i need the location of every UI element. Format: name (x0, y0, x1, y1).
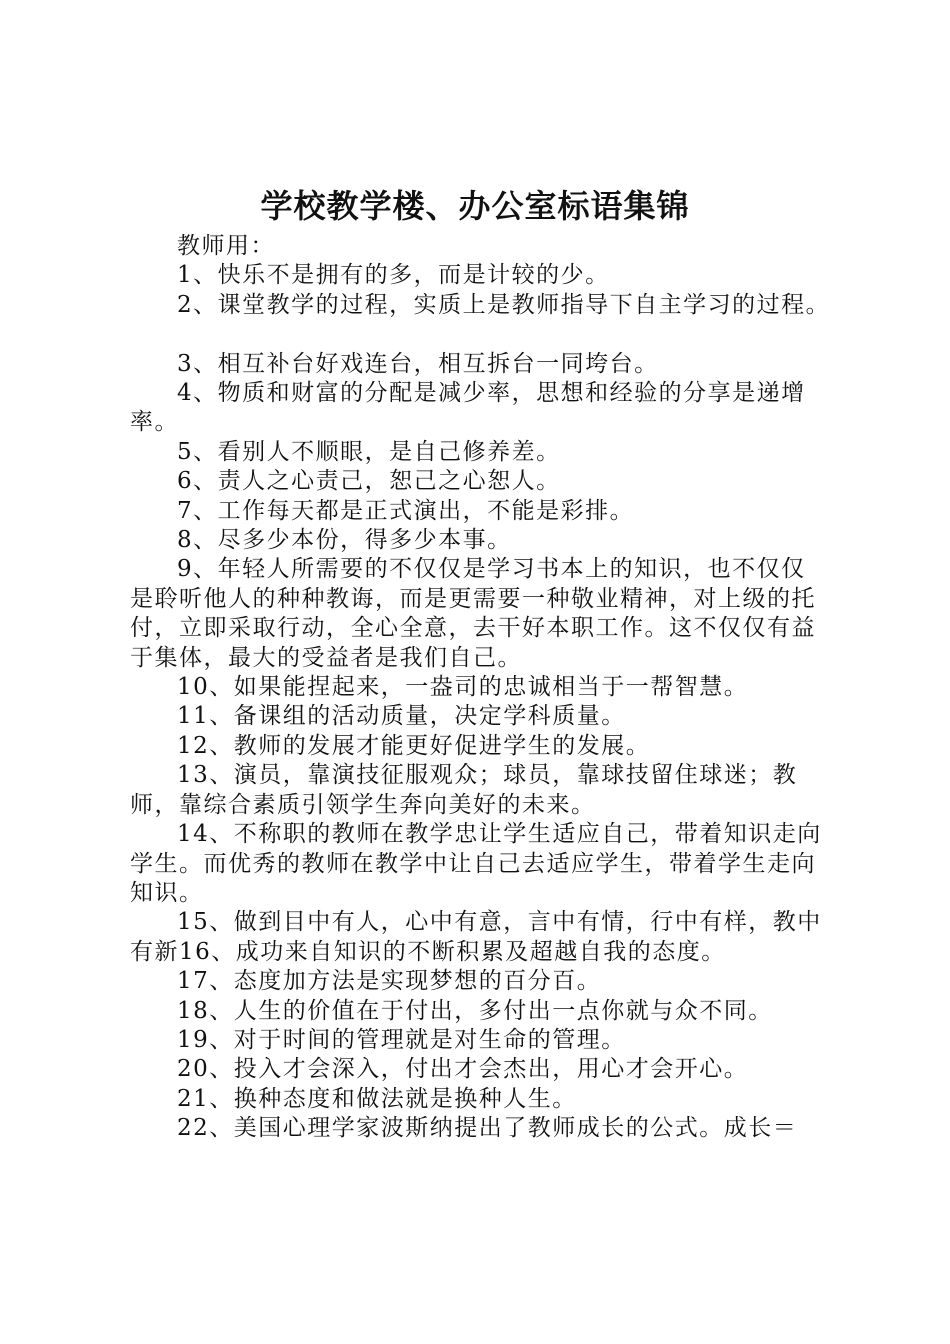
page-title: 学校教学楼、办公室标语集锦 (260, 187, 690, 225)
list-item: 4、物质和财富的分配是减少率，思想和经验的分享是递增率。 (130, 380, 806, 436)
list-item: 2、课堂教学的过程，实质上是教师指导下自主学习的过程。 (177, 291, 831, 318)
list-item: 11、备课组的活动质量，决定学科质量。 (177, 703, 626, 730)
list-item: 15、做到目中有人，心中有意，言中有情，行中有样，教中有新16、成功来自知识的不断积累及超越自我的态度。 (130, 909, 822, 965)
blank-line (130, 320, 830, 349)
list-item: 21、换种态度和做法就是换种人生。 (177, 1085, 577, 1112)
section-heading: 教师用： (177, 233, 275, 259)
list-item: 1、快乐不是拥有的多，而是计较的少。 (177, 262, 610, 289)
list-item: 20、投入才会深入，付出才会杰出，用心才会开心。 (177, 1056, 749, 1083)
list-item: 9、年轻人所需要的不仅仅是学习书本上的知识，也不仅仅是聆听他人的种种教诲，而是更需要一种敬业精神，对上级的托付，立即采取行动，全心全意，去干好本职工作。这不仅仅有益于集体，最大的受益者是我们自己。 (130, 556, 816, 671)
list-item: 14、不称职的教师在教学忠让学生适应自己，带着知识走向学生。而优秀的教师在教学中让自己去适应学生，带着学生走向知识。 (130, 821, 822, 906)
list-item: 19、对于时间的管理就是对生命的管理。 (177, 1026, 626, 1053)
list-item: 6、责人之心责己，恕己之心恕人。 (177, 468, 561, 495)
list-item: 10、如果能捏起来，一盎司的忠诚相当于一帮智慧。 (177, 674, 749, 701)
list-item: 8、尽多少本份，得多少本事。 (177, 527, 512, 554)
list-item: 22、美国心理学家波斯纳提出了教师成长的公式。成长＝ (177, 1115, 798, 1142)
document-body (130, 232, 830, 1144)
list-item: 12、教师的发展才能更好促进学生的发展。 (177, 732, 651, 759)
list-item: 17、态度加方法是实现梦想的百分百。 (177, 968, 602, 995)
list-item: 5、看别人不顺眼，是自己修养差。 (177, 438, 561, 465)
list-item: 3、相互补台好戏连台，相互拆台一同垮台。 (177, 350, 659, 377)
list-item: 7、工作每天都是正式演出，不能是彩排。 (177, 497, 635, 524)
list-item: 18、人生的价值在于付出，多付出一点你就与众不同。 (177, 997, 773, 1024)
list-item: 13、演员，靠演技征服观众；球员，靠球技留住球迷；教师，靠综合素质引领学生奔向美好的未来。 (130, 762, 798, 818)
